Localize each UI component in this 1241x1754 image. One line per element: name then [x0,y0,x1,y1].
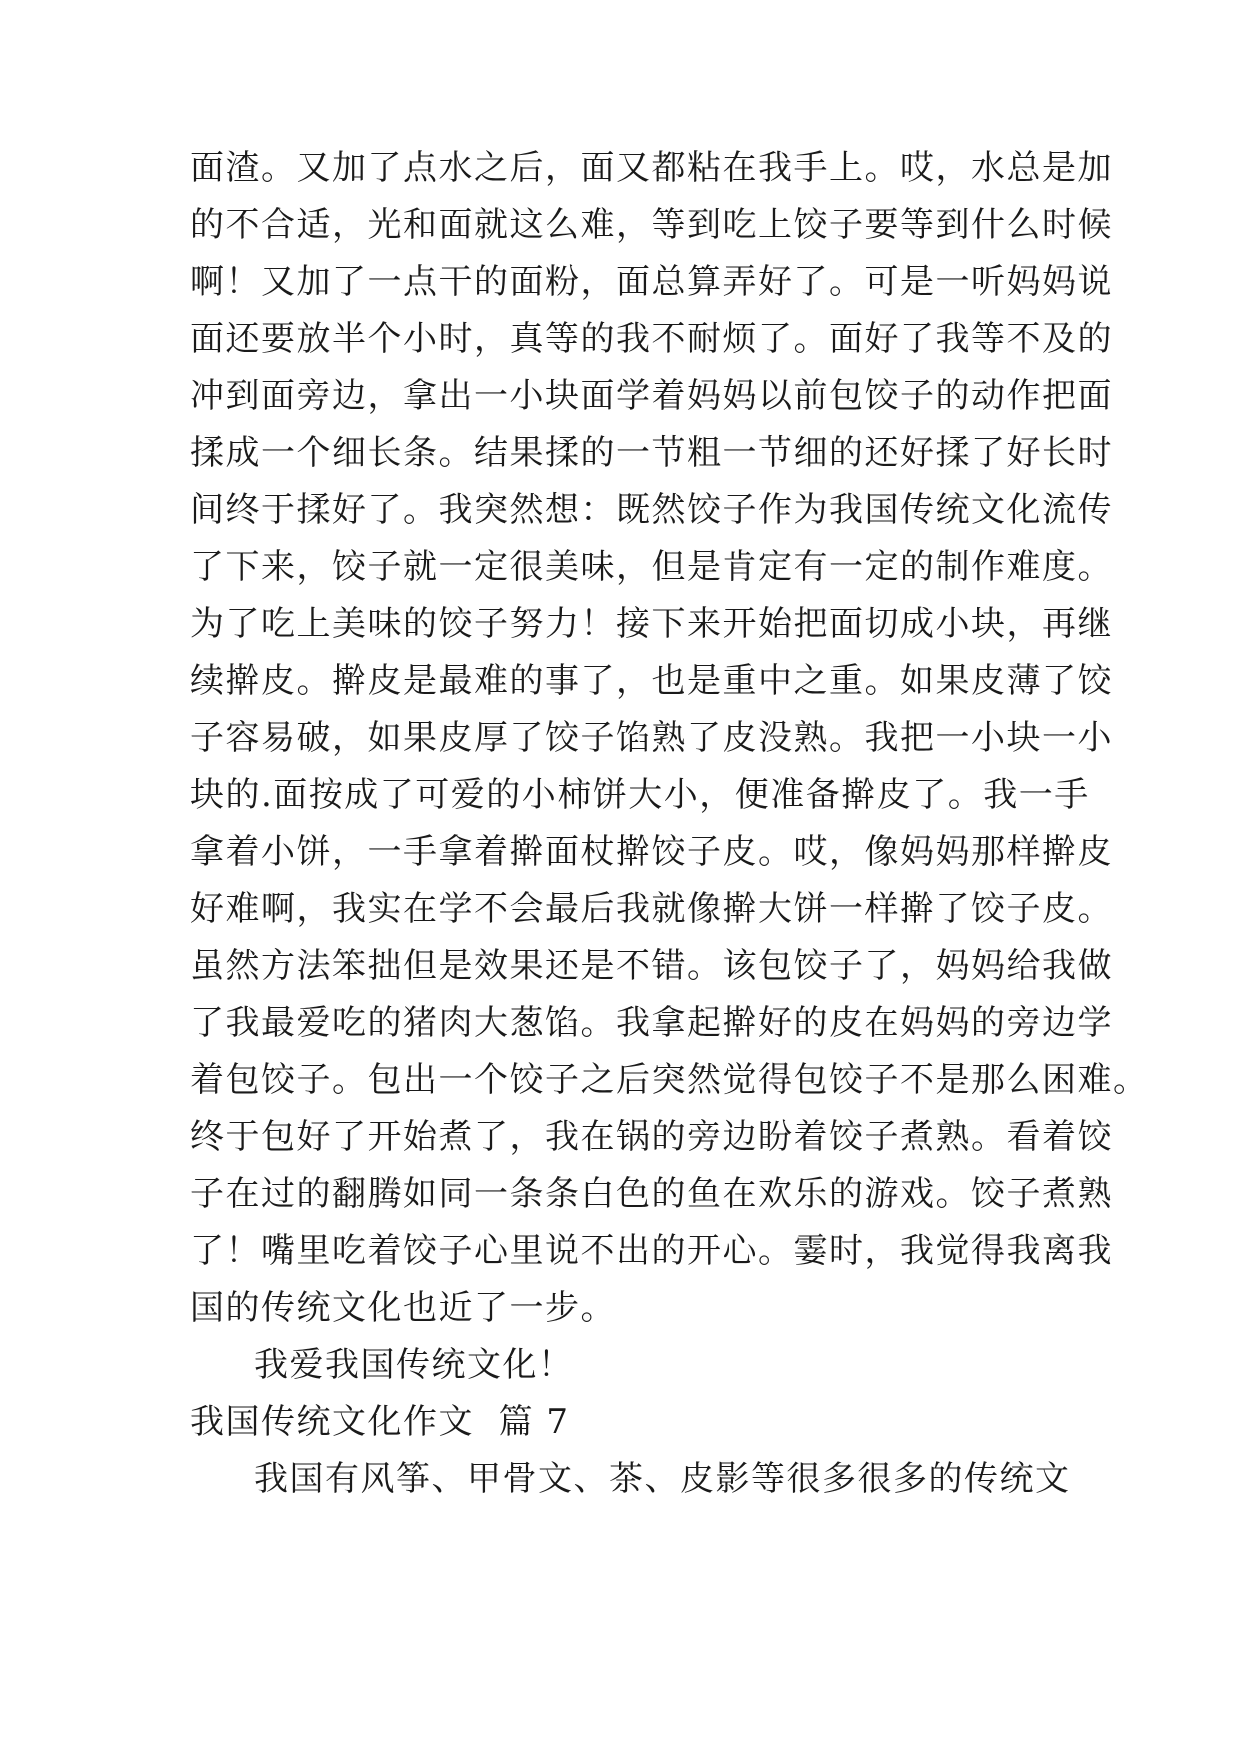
text-line: 为了吃上美味的饺子努力！接下来开始把面切成小块，再继 [190,604,1113,644]
closing-line: 我爱我国传统文化！ [254,1345,574,1385]
text-line: 了！嘴里吃着饺子心里说不出的开心。霎时，我觉得我离我 [190,1231,1113,1271]
text-line: 了下来，饺子就一定很美味，但是肯定有一定的制作难度。 [190,547,1113,587]
text-line: 啊！又加了一点干的面粉，面总算弄好了。可是一听妈妈说 [190,262,1113,302]
text-line: 面渣。又加了点水之后，面又都粘在我手上。哎，水总是加 [190,148,1113,188]
text-line: 终于包好了开始煮了，我在锅的旁边盼着饺子煮熟。看着饺 [190,1117,1113,1157]
text-line: 揉成一个细长条。结果揉的一节粗一节细的还好揉了好长时 [190,433,1113,473]
text-line: 国的传统文化也近了一步。 [190,1288,616,1328]
section-heading: 我国传统文化作文 篇 7 [190,1402,570,1442]
text-line: 子容易破，如果皮厚了饺子馅熟了皮没熟。我把一小块一小 [190,718,1113,758]
text-line: 好难啊，我实在学不会最后我就像擀大饼一样擀了饺子皮。 [190,889,1113,929]
text-line: 着包饺子。包出一个饺子之后突然觉得包饺子不是那么困难。 [190,1060,1149,1100]
text-line: 块的.面按成了可爱的小柿饼大小，便准备擀皮了。我一手 [190,775,1090,815]
text-line: 子在过的翻腾如同一条条白色的鱼在欢乐的游戏。饺子煮熟 [190,1174,1113,1214]
text-line: 面还要放半个小时，真等的我不耐烦了。面好了我等不及的 [190,319,1113,359]
text-line: 续擀皮。擀皮是最难的事了，也是重中之重。如果皮薄了饺 [190,661,1113,701]
text-line: 冲到面旁边，拿出一小块面学着妈妈以前包饺子的动作把面 [190,376,1113,416]
text-line: 了我最爱吃的猪肉大葱馅。我拿起擀好的皮在妈妈的旁边学 [190,1003,1113,1043]
text-line: 拿着小饼，一手拿着擀面杖擀饺子皮。哎，像妈妈那样擀皮 [190,832,1113,872]
text-line: 间终于揉好了。我突然想：既然饺子作为我国传统文化流传 [190,490,1113,530]
document-body [190,140,1149,1508]
text-line: 我国有风筝、甲骨文、茶、皮影等很多很多的传统文 [254,1459,1071,1499]
text-line: 虽然方法笨拙但是效果还是不错。该包饺子了，妈妈给我做 [190,946,1113,986]
text-line: 的不合适，光和面就这么难，等到吃上饺子要等到什么时候 [190,205,1113,245]
